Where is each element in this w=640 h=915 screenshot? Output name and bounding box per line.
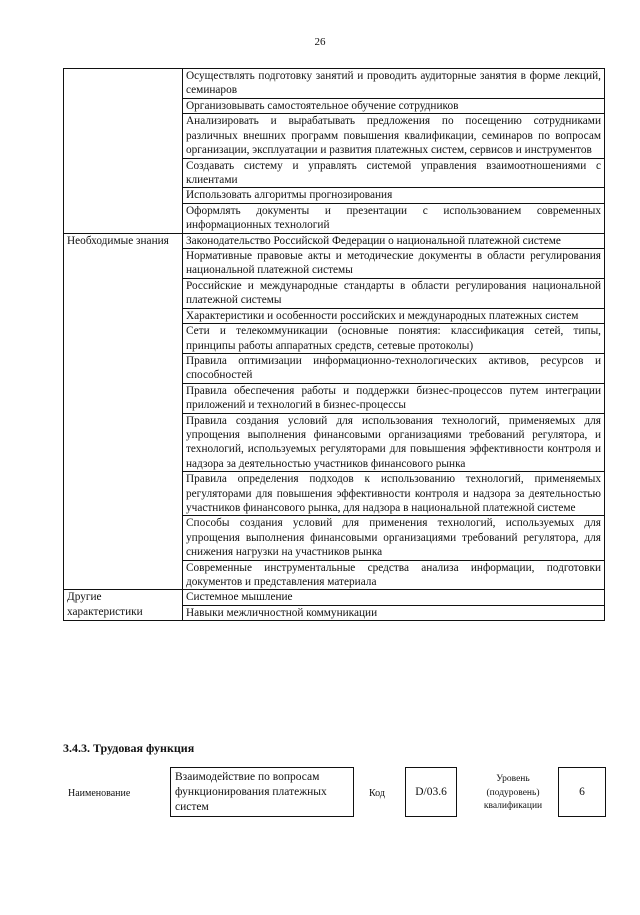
table-row <box>64 233 605 248</box>
table-cell-desc: Сети и телекоммуникации (основные понятия: классификация сетей, типы, принципы работы аппаратных средств, сетевые протоколы) <box>183 324 605 354</box>
function-name-box: Взаимодействие по вопросам функционирования платежных систем <box>170 767 354 817</box>
table-cell-desc: Навыки межличностной коммуникации <box>183 605 605 620</box>
table-cell-desc: Организовывать самостоятельное обучение сотрудников <box>183 99 605 114</box>
level-label <box>471 773 555 814</box>
table-cell-desc: Российские и международные стандарты в области регулирования национальной платежной системы <box>183 278 605 308</box>
table-cell-desc: Осуществлять подготовку занятий и проводить аудиторные занятия в форме лекций, семинаров <box>183 69 605 99</box>
section-label-required-knowledge: Необходимые знания <box>64 233 183 590</box>
table-cell-desc: Системное мышление <box>183 590 605 605</box>
table-cell-desc: Правила определения подходов к использованию технологий, применяемых регуляторами для повышения эффективности контроля и надзора за деятельностью участников финансового рынка, для надзора в национальной платежной системе <box>183 472 605 516</box>
table-cell-desc: Оформлять документы и презентации с использованием современных информационных технологий <box>183 203 605 233</box>
level-label-line: квалификации <box>483 801 543 811</box>
table-cell-desc: Анализировать и вырабатывать предложения по посещению сотрудниками различных внешних программ повышения квалификации, семинаров по вопросам организации, эксплуатации и развития платежных систем, сервисов и инструментов <box>183 114 605 158</box>
code-value-box: D/03.6 <box>405 767 457 817</box>
section-title: 3.4.3. Трудовая функция <box>63 741 195 755</box>
level-value-box: 6 <box>558 767 606 817</box>
table-cell-desc: Создавать систему и управлять системой управления взаимоотношениями с клиентами <box>183 158 605 188</box>
section-label-other-characteristics: Другие характеристики <box>64 590 183 621</box>
level-label-line: (подуровень) <box>486 787 540 798</box>
table-cell-desc: Использовать алгоритмы прогнозирования <box>183 188 605 203</box>
table-cell-desc: Правила обеспечения работы и поддержки бизнес-процессов путем интеграции приложений и технологий в бизнес-процессы <box>183 383 605 413</box>
competency-table <box>63 68 605 621</box>
table-row <box>64 590 605 605</box>
table-cell-desc: Нормативные правовые акты и методические документы в области регулирования национальной платежной системы <box>183 249 605 279</box>
table-cell-desc: Правила оптимизации информационно-технологических активов, ресурсов и способностей <box>183 353 605 383</box>
table-cell-label <box>64 69 183 234</box>
table-cell-desc: Законодательство Российской Федерации о национальной платежной системе <box>183 233 605 248</box>
level-label-line: Уровень <box>496 774 530 784</box>
table-cell-desc: Способы создания условий для применения технологий, используемых для упрощения выполнения финансовыми организациями требований регулятора, для снижения нагрузки на участников рынка <box>183 516 605 560</box>
table-row <box>64 69 605 99</box>
table-cell-desc: Современные инструментальные средства анализа информации, подготовки документов и представления материала <box>183 560 605 590</box>
table-cell-desc: Правила создания условий для использования технологий, применяемых для упрощения выполнения финансовыми организациями требований регулятора, и технологий, используемых регуляторами для повышения эффективности контроля и надзора за деятельностью участников финансового рынка <box>183 413 605 472</box>
code-label: Код <box>369 788 385 799</box>
page-number: 26 <box>314 36 326 48</box>
table-cell-desc: Характеристики и особенности российских и международных платежных систем <box>183 308 605 323</box>
name-label: Наименование <box>68 788 131 799</box>
